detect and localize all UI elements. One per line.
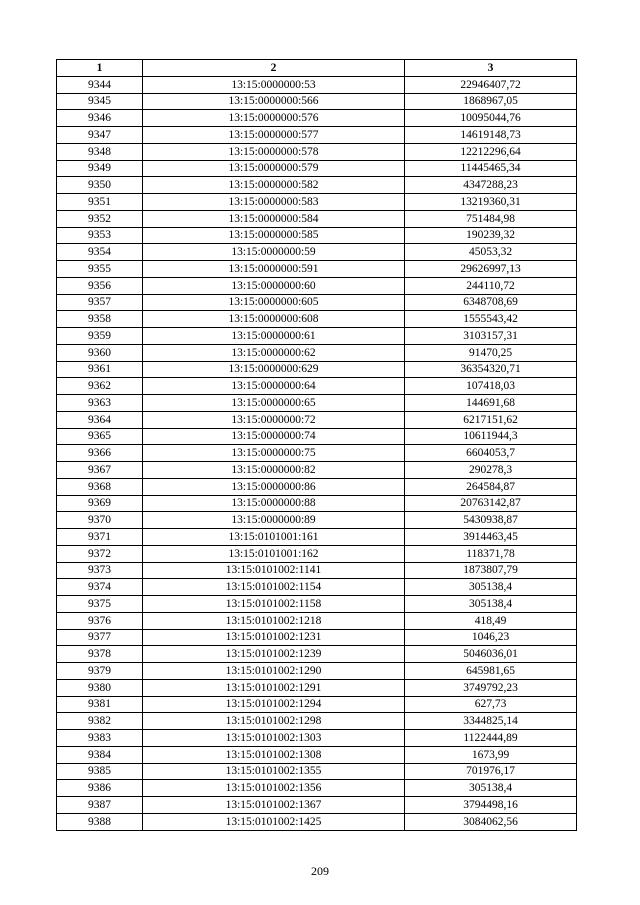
- cadastral-number-cell: 13:15:0101002:1356: [143, 780, 405, 797]
- value-cell: 14619148,73: [405, 127, 577, 144]
- value-cell: 3794498,16: [405, 797, 577, 814]
- table-row: [57, 663, 577, 680]
- value-cell: 3914463,45: [405, 529, 577, 546]
- column-header-1: 1: [57, 60, 143, 77]
- cadastral-number-cell: 13:15:0000000:53: [143, 76, 405, 93]
- column-header-2: 2: [143, 60, 405, 77]
- cadastral-number-cell: 13:15:0101002:1298: [143, 713, 405, 730]
- cadastral-number-cell: 13:15:0101002:1425: [143, 813, 405, 830]
- row-number-cell: 9374: [57, 579, 143, 596]
- table-row: [57, 512, 577, 529]
- cadastral-number-cell: 13:15:0000000:62: [143, 344, 405, 361]
- table-row: [57, 344, 577, 361]
- cadastral-number-cell: 13:15:0101002:1367: [143, 797, 405, 814]
- table-row: [57, 395, 577, 412]
- value-cell: 418,49: [405, 612, 577, 629]
- cadastral-number-cell: 13:15:0101002:1141: [143, 562, 405, 579]
- value-cell: 264584,87: [405, 478, 577, 495]
- cadastral-number-cell: 13:15:0000000:585: [143, 227, 405, 244]
- row-number-cell: 9345: [57, 93, 143, 110]
- table-row: [57, 428, 577, 445]
- table-header-row: [57, 60, 577, 77]
- table-row: [57, 730, 577, 747]
- table-row: [57, 696, 577, 713]
- value-cell: 144691,68: [405, 395, 577, 412]
- cadastral-number-cell: 13:15:0000000:605: [143, 294, 405, 311]
- value-cell: 1673,99: [405, 746, 577, 763]
- row-number-cell: 9353: [57, 227, 143, 244]
- table-row: [57, 612, 577, 629]
- cadastral-number-cell: 13:15:0101002:1231: [143, 629, 405, 646]
- table-row: [57, 529, 577, 546]
- table-row: [57, 646, 577, 663]
- value-cell: 751484,98: [405, 210, 577, 227]
- row-number-cell: 9358: [57, 311, 143, 328]
- row-number-cell: 9379: [57, 663, 143, 680]
- row-number-cell: 9346: [57, 110, 143, 127]
- row-number-cell: 9370: [57, 512, 143, 529]
- table-row: [57, 261, 577, 278]
- cadastral-number-cell: 13:15:0000000:576: [143, 110, 405, 127]
- row-number-cell: 9377: [57, 629, 143, 646]
- table-row: [57, 629, 577, 646]
- table-row: [57, 596, 577, 613]
- cadastral-number-cell: 13:15:0000000:61: [143, 328, 405, 345]
- table-row: [57, 378, 577, 395]
- cadastral-number-cell: 13:15:0000000:608: [143, 311, 405, 328]
- value-cell: 190239,32: [405, 227, 577, 244]
- table-row: [57, 127, 577, 144]
- cadastral-number-cell: 13:15:0101002:1355: [143, 763, 405, 780]
- value-cell: 4347288,23: [405, 177, 577, 194]
- value-cell: 290278,3: [405, 462, 577, 479]
- row-number-cell: 9366: [57, 445, 143, 462]
- value-cell: 305138,4: [405, 596, 577, 613]
- table-body: [57, 76, 577, 830]
- table-row: [57, 194, 577, 211]
- row-number-cell: 9383: [57, 730, 143, 747]
- row-number-cell: 9372: [57, 545, 143, 562]
- row-number-cell: 9357: [57, 294, 143, 311]
- table-row: [57, 746, 577, 763]
- page-number: 209: [311, 864, 329, 878]
- cadastral-number-cell: 13:15:0101002:1290: [143, 663, 405, 680]
- row-number-cell: 9362: [57, 378, 143, 395]
- row-number-cell: 9376: [57, 612, 143, 629]
- row-number-cell: 9361: [57, 361, 143, 378]
- row-number-cell: 9355: [57, 261, 143, 278]
- cadastral-number-cell: 13:15:0000000:60: [143, 277, 405, 294]
- row-number-cell: 9388: [57, 813, 143, 830]
- value-cell: 645981,65: [405, 663, 577, 680]
- table-row: [57, 462, 577, 479]
- row-number-cell: 9381: [57, 696, 143, 713]
- cadastral-number-cell: 13:15:0101002:1154: [143, 579, 405, 596]
- row-number-cell: 9373: [57, 562, 143, 579]
- value-cell: 45053,32: [405, 244, 577, 261]
- cadastral-number-cell: 13:15:0000000:89: [143, 512, 405, 529]
- table-row: [57, 93, 577, 110]
- table-row: [57, 277, 577, 294]
- value-cell: 627,73: [405, 696, 577, 713]
- value-cell: 1873807,79: [405, 562, 577, 579]
- cadastral-number-cell: 13:15:0000000:88: [143, 495, 405, 512]
- table-row: [57, 328, 577, 345]
- cadastral-number-cell: 13:15:0101001:161: [143, 529, 405, 546]
- cadastral-number-cell: 13:15:0101002:1291: [143, 679, 405, 696]
- cadastral-number-cell: 13:15:0101001:162: [143, 545, 405, 562]
- table-row: [57, 545, 577, 562]
- value-cell: 1555543,42: [405, 311, 577, 328]
- cadastral-number-cell: 13:15:0000000:75: [143, 445, 405, 462]
- value-cell: 12212296,64: [405, 143, 577, 160]
- row-number-cell: 9384: [57, 746, 143, 763]
- table-row: [57, 797, 577, 814]
- cadastral-number-cell: 13:15:0000000:566: [143, 93, 405, 110]
- cadastral-number-cell: 13:15:0000000:72: [143, 411, 405, 428]
- value-cell: 5046036,01: [405, 646, 577, 663]
- row-number-cell: 9386: [57, 780, 143, 797]
- value-cell: 244110,72: [405, 277, 577, 294]
- table-row: [57, 679, 577, 696]
- value-cell: 305138,4: [405, 579, 577, 596]
- cadastral-number-cell: 13:15:0000000:65: [143, 395, 405, 412]
- row-number-cell: 9348: [57, 143, 143, 160]
- row-number-cell: 9375: [57, 596, 143, 613]
- table-row: [57, 177, 577, 194]
- table-row: [57, 143, 577, 160]
- value-cell: 107418,03: [405, 378, 577, 395]
- cadastral-number-cell: 13:15:0000000:583: [143, 194, 405, 211]
- value-cell: 29626997,13: [405, 261, 577, 278]
- table-row: [57, 579, 577, 596]
- row-number-cell: 9369: [57, 495, 143, 512]
- row-number-cell: 9382: [57, 713, 143, 730]
- value-cell: 91470,25: [405, 344, 577, 361]
- value-cell: 10095044,76: [405, 110, 577, 127]
- value-cell: 20763142,87: [405, 495, 577, 512]
- row-number-cell: 9356: [57, 277, 143, 294]
- value-cell: 3103157,31: [405, 328, 577, 345]
- value-cell: 305138,4: [405, 780, 577, 797]
- row-number-cell: 9380: [57, 679, 143, 696]
- table-row: [57, 311, 577, 328]
- cadastral-number-cell: 13:15:0101002:1294: [143, 696, 405, 713]
- value-cell: 6348708,69: [405, 294, 577, 311]
- value-cell: 3749792,23: [405, 679, 577, 696]
- value-cell: 1046,23: [405, 629, 577, 646]
- cadastral-number-cell: 13:15:0000000:579: [143, 160, 405, 177]
- row-number-cell: 9385: [57, 763, 143, 780]
- cadastral-number-cell: 13:15:0000000:584: [143, 210, 405, 227]
- value-cell: 118371,78: [405, 545, 577, 562]
- value-cell: 3344825,14: [405, 713, 577, 730]
- table-row: [57, 562, 577, 579]
- value-cell: 6217151,62: [405, 411, 577, 428]
- row-number-cell: 9378: [57, 646, 143, 663]
- table-row: [57, 160, 577, 177]
- row-number-cell: 9387: [57, 797, 143, 814]
- table-row: [57, 478, 577, 495]
- cadastral-number-cell: 13:15:0101002:1303: [143, 730, 405, 747]
- row-number-cell: 9344: [57, 76, 143, 93]
- cadastral-number-cell: 13:15:0000000:629: [143, 361, 405, 378]
- cadastral-number-cell: 13:15:0000000:591: [143, 261, 405, 278]
- cadastral-number-cell: 13:15:0000000:86: [143, 478, 405, 495]
- value-cell: 22946407,72: [405, 76, 577, 93]
- cadastral-number-cell: 13:15:0101002:1308: [143, 746, 405, 763]
- row-number-cell: 9354: [57, 244, 143, 261]
- table-row: [57, 445, 577, 462]
- value-cell: 3084062,56: [405, 813, 577, 830]
- cadastral-number-cell: 13:15:0101002:1239: [143, 646, 405, 663]
- cadastral-number-cell: 13:15:0000000:578: [143, 143, 405, 160]
- table-row: [57, 294, 577, 311]
- cadastral-number-cell: 13:15:0000000:59: [143, 244, 405, 261]
- cadastral-number-cell: 13:15:0101002:1218: [143, 612, 405, 629]
- table-row: [57, 210, 577, 227]
- row-number-cell: 9364: [57, 411, 143, 428]
- row-number-cell: 9363: [57, 395, 143, 412]
- table-row: [57, 495, 577, 512]
- table-row: [57, 110, 577, 127]
- cadastral-number-cell: 13:15:0000000:82: [143, 462, 405, 479]
- row-number-cell: 9359: [57, 328, 143, 345]
- value-cell: 36354320,71: [405, 361, 577, 378]
- row-number-cell: 9349: [57, 160, 143, 177]
- table-row: [57, 227, 577, 244]
- value-cell: 701976,17: [405, 763, 577, 780]
- table-row: [57, 411, 577, 428]
- value-cell: 10611944,3: [405, 428, 577, 445]
- cadastral-number-cell: 13:15:0101002:1158: [143, 596, 405, 613]
- table-row: [57, 76, 577, 93]
- table-row: [57, 780, 577, 797]
- table-row: [57, 813, 577, 830]
- value-cell: 13219360,31: [405, 194, 577, 211]
- cadastral-number-cell: 13:15:0000000:577: [143, 127, 405, 144]
- cadastral-number-cell: 13:15:0000000:582: [143, 177, 405, 194]
- row-number-cell: 9351: [57, 194, 143, 211]
- column-header-3: 3: [405, 60, 577, 77]
- value-cell: 5430938,87: [405, 512, 577, 529]
- value-cell: 1122444,89: [405, 730, 577, 747]
- data-table: [56, 59, 577, 831]
- row-number-cell: 9360: [57, 344, 143, 361]
- cadastral-number-cell: 13:15:0000000:74: [143, 428, 405, 445]
- value-cell: 1868967,05: [405, 93, 577, 110]
- row-number-cell: 9368: [57, 478, 143, 495]
- value-cell: 6604053,7: [405, 445, 577, 462]
- row-number-cell: 9350: [57, 177, 143, 194]
- cadastral-number-cell: 13:15:0000000:64: [143, 378, 405, 395]
- table-row: [57, 361, 577, 378]
- table-row: [57, 244, 577, 261]
- row-number-cell: 9365: [57, 428, 143, 445]
- value-cell: 11445465,34: [405, 160, 577, 177]
- row-number-cell: 9347: [57, 127, 143, 144]
- table-row: [57, 763, 577, 780]
- row-number-cell: 9352: [57, 210, 143, 227]
- row-number-cell: 9367: [57, 462, 143, 479]
- table-row: [57, 713, 577, 730]
- row-number-cell: 9371: [57, 529, 143, 546]
